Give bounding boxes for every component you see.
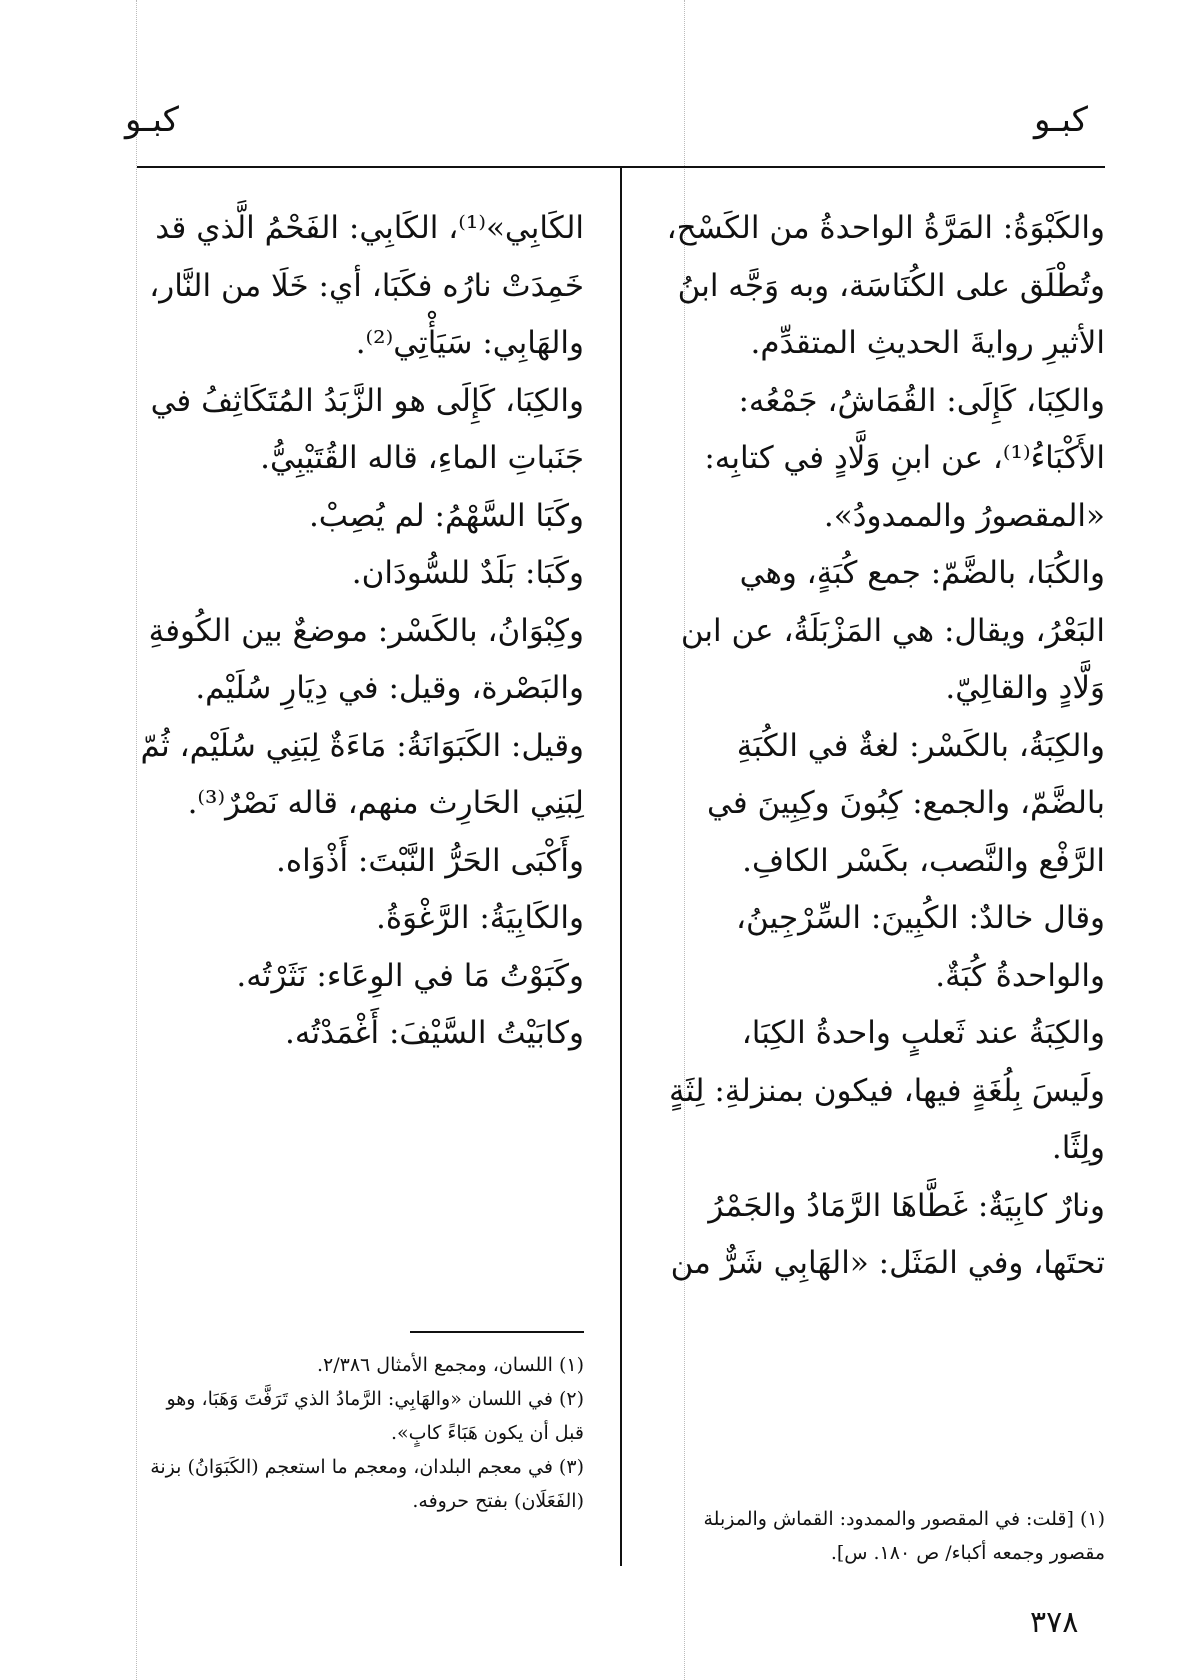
- footnotes-right: [662, 1502, 1105, 1570]
- paragraph: وأَكْبَى الحَرُّ النَّبْتَ: أَذْوَاه.: [275, 842, 584, 879]
- paragraph: وكَبَوْتُ مَا في الوِعَاء: نَثَرْتُه.: [236, 957, 584, 994]
- footnote: (١) اللسان، ومجمع الأمثال ٢/٣٨٦.: [316, 1354, 584, 1376]
- paragraph: ونارٌ كابِيَةٌ: غَطَّاهَا الرَّمَادُ والجَمْرُ تحتَها، وفي المَثَل: «الهَابِي شَرٌّ من: [670, 1187, 1105, 1281]
- paragraph: والكِبَا، كَإِلَى: القُمَاشُ، جَمْعُه: الأَكْبَاءُ⁽¹⁾، عن ابنِ وَلَّادٍ في كتابِه: «المقصورُ والممدودُ».: [704, 382, 1105, 534]
- footnote-rule: [410, 1331, 584, 1333]
- paragraph: وكَبَا السَّهْمُ: لم يُصِبْ.: [308, 497, 584, 534]
- page-number: ٣٧٨: [1030, 1605, 1079, 1640]
- paragraph: وكابَيْتُ السَّيْفَ: أَغْمَدْتُه.: [284, 1015, 584, 1051]
- paragraph: وكَبَا: بَلَدٌ للسُّودَان.: [351, 555, 584, 591]
- paragraph: الكَابِي»⁽¹⁾، الكَابِي: الفَحْمُ الَّذي قد خَمِدَتْ نارُه فكَبَا، أي: خَلَا من النَّار، والهَابِي: سَيَأْتِي⁽²⁾.: [149, 210, 584, 361]
- column-divider: [620, 168, 622, 1566]
- left-column: [137, 200, 584, 1063]
- paragraph: وقال خالدٌ: الكُبِينَ: السِّرْجِينُ، والواحدةُ كُبَةٌ.: [736, 900, 1105, 994]
- footnotes-left: [137, 1348, 584, 1518]
- paragraph: والكَبْوَةُ: المَرَّةُ الواحدةُ من الكَسْح، وتُطْلَق على الكُنَاسَة، وبه وَجَّه ابنُ الأثيرِ روايةَ الحديثِ المتقدِّم.: [666, 210, 1105, 361]
- paragraph: والكُبَا، بالضَّمّ: جمع كُبَةٍ، وهي البَعْرُ، ويقال: هي المَزْبَلَةُ، عن ابن وَلَّادٍ والقالِيّ.: [680, 555, 1105, 706]
- paragraph: والكَابِيَةُ: الرَّغْوَةُ.: [376, 900, 584, 936]
- footnote: (١) [قلت: في المقصور والممدود: القماش والمزبلة مقصور وجمعه أكباء/ ص ١٨٠. س].: [703, 1508, 1105, 1564]
- paragraph: وكِبْوَانُ، بالكَسْر: موضعٌ بين الكُوفةِ والبَصْرة، وقيل: في دِيَارِ سُلَيْم.: [148, 612, 584, 706]
- running-header-right: كبـو: [1034, 100, 1088, 140]
- footnote: (٢) في اللسان «والهَابِي: الرَّمادُ الذي تَرَفَّتَ وَهَبَا، وهو قبل أن يكون هَبَاءً كابٍ».: [166, 1388, 584, 1444]
- right-column: [662, 200, 1105, 1293]
- paragraph: والكِبَةُ، بالكَسْر: لغةٌ في الكُبَةِ بالضَّمّ، والجمع: كِبُونَ وكِبِينَ في الرَّفْع والنَّصب، بكَسْر الكافِ.: [707, 727, 1105, 879]
- paragraph: وقيل: الكَبَوَانَةُ: مَاءَةٌ لِبَنِي سُلَيْم، ثُمّ لِبَنِي الحَارِث منهم، قاله نَصْرٌ⁽³⁾.: [140, 727, 584, 821]
- paragraph: والكِبَةُ عند ثَعلبٍ واحدةُ الكِبَا، ولَيسَ بِلُغَةٍ فيها، فيكون بمنزلةِ: لِثَةٍ ولِثًا.: [669, 1015, 1105, 1166]
- footnote: (٣) في معجم البلدان، ومعجم ما استعجم (الكَبَوَانُ) بزنة (الفَعَلَان) بفتح حروفه.: [150, 1456, 584, 1512]
- paragraph: والكِبَا، كَإِلَى هو الزَّبَدُ المُتَكَاثِفُ في جَنَباتِ الماءِ، قاله القُتَيْبِيُّ.: [150, 382, 584, 476]
- running-header-left: كبـو: [125, 100, 179, 140]
